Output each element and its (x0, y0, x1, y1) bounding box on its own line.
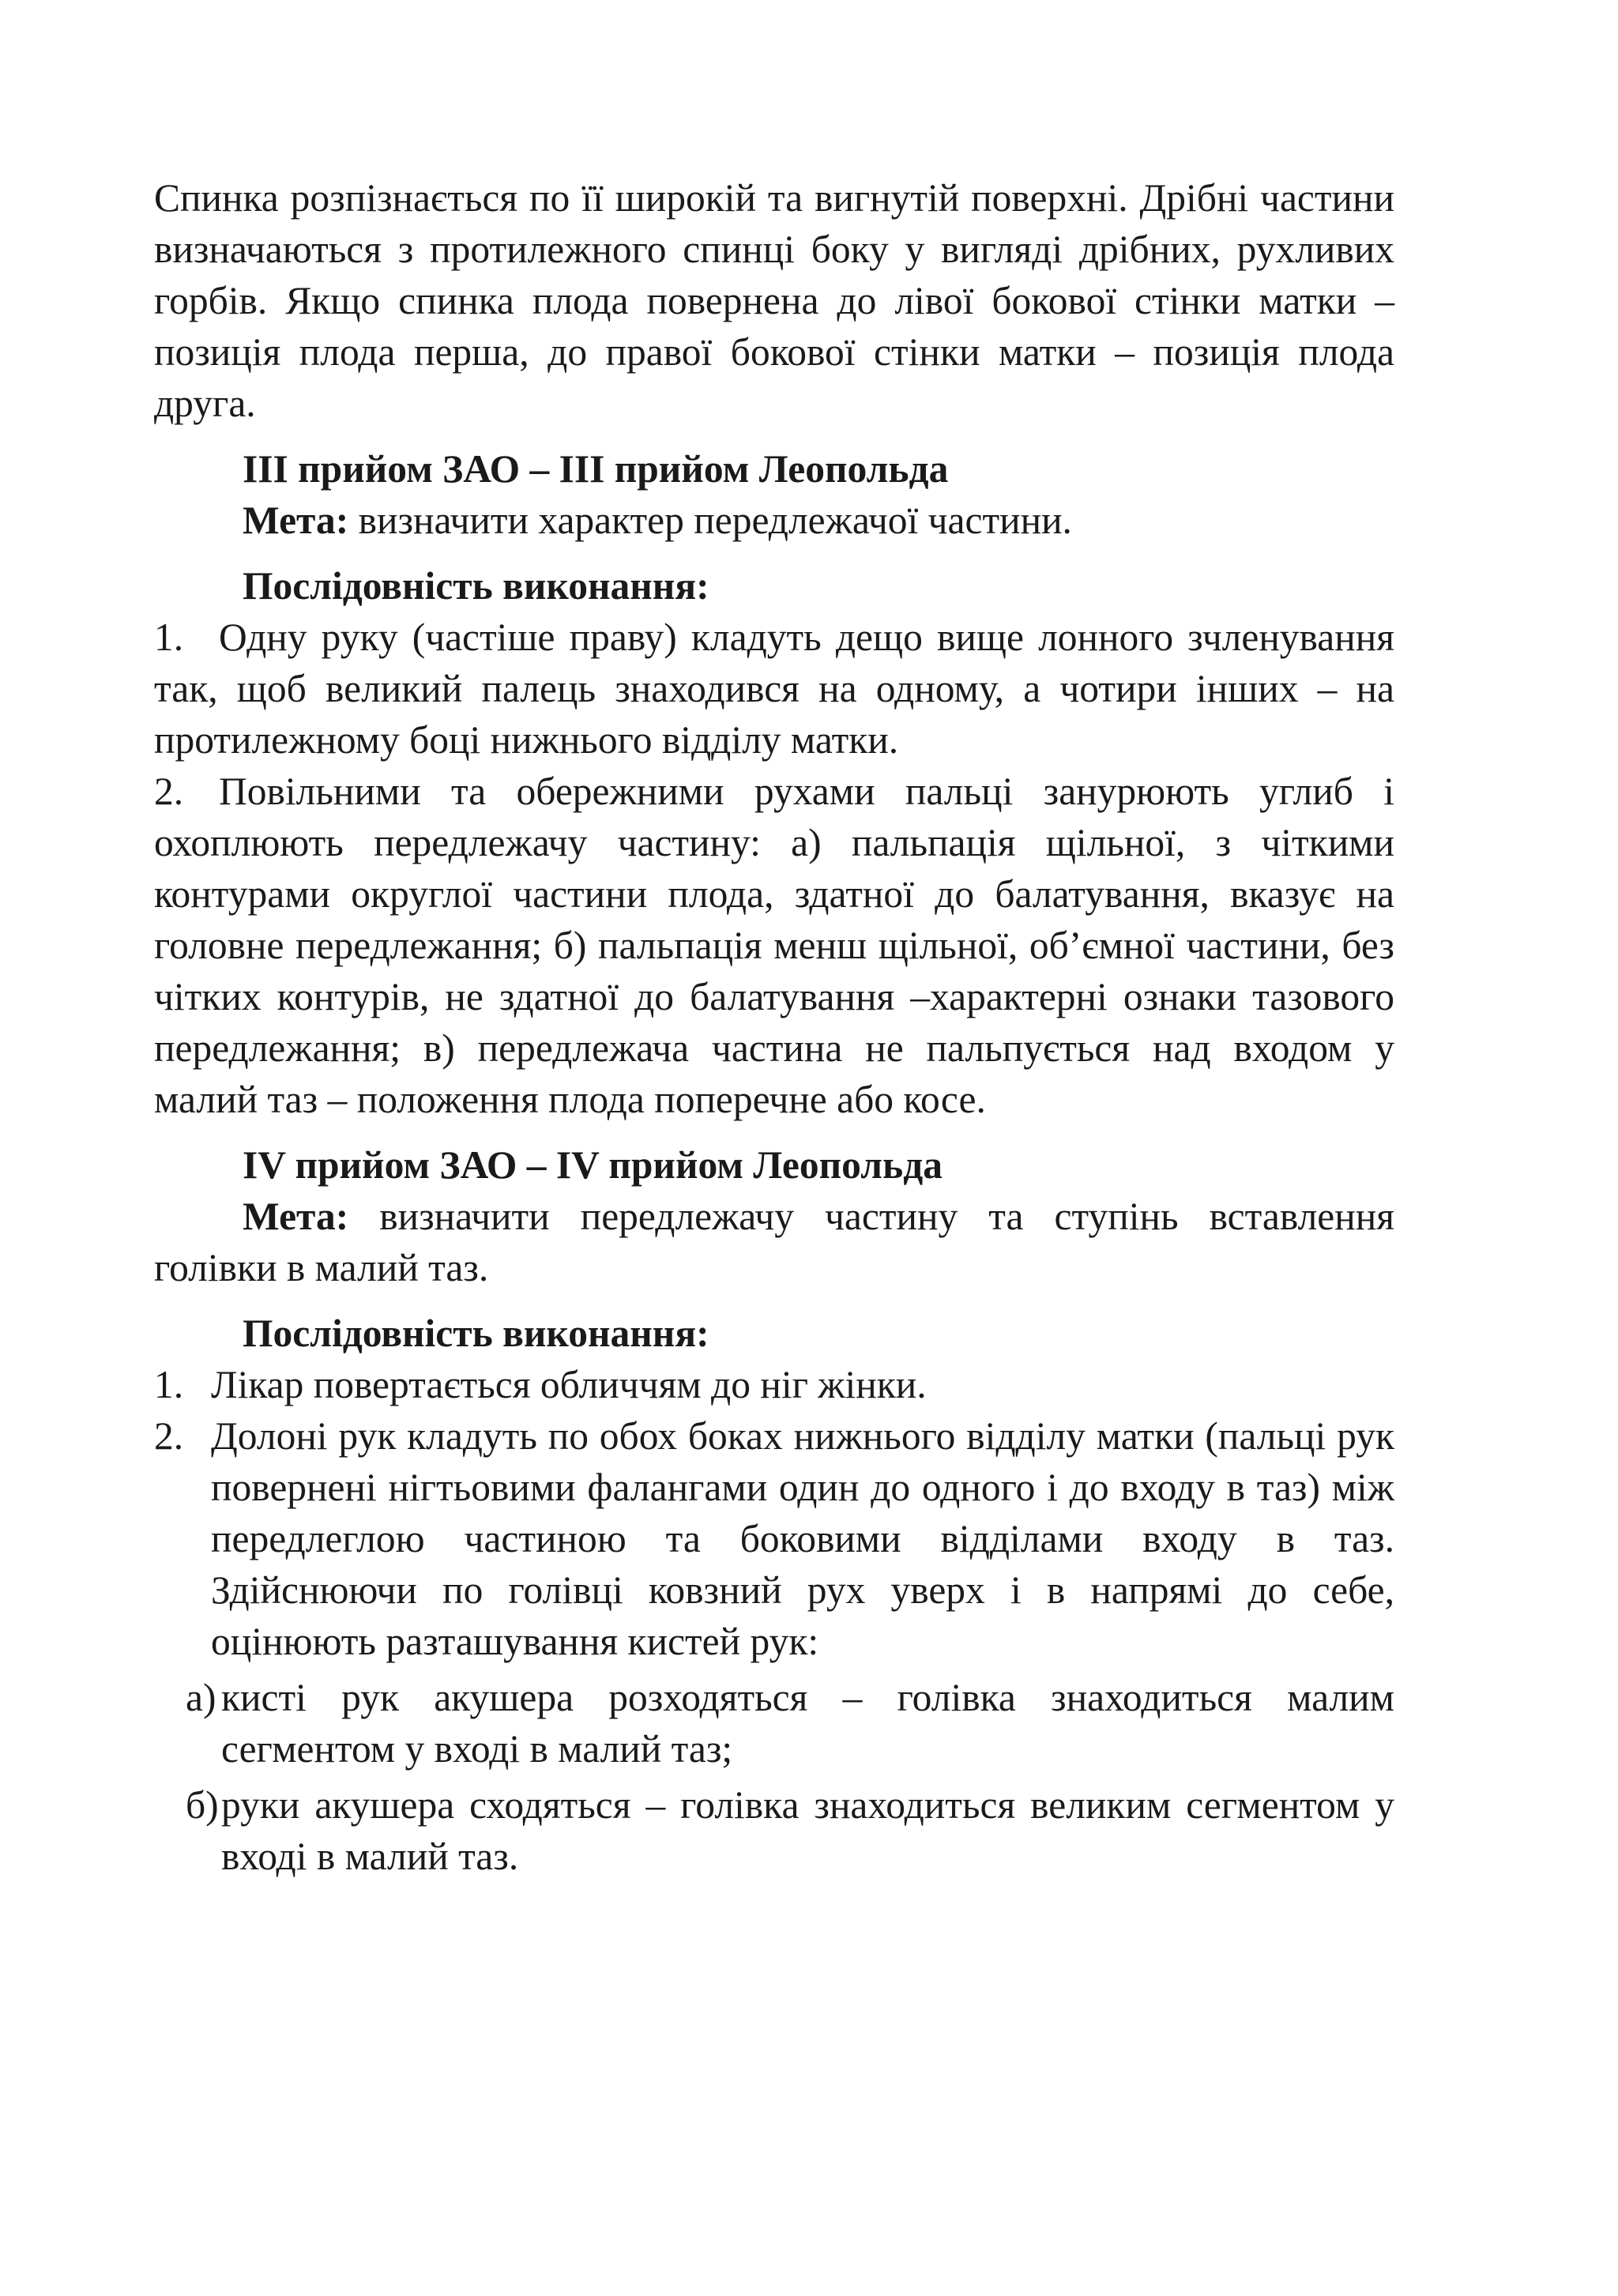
section-4-goal-text: визначити передлежачу частину та ступінь вставлення голівки в малий таз. (154, 1195, 1394, 1289)
list-item-text: кисті рук акушера розходяться – голівка знаходиться малим сегментом у вході в малий таз; (221, 1676, 1394, 1771)
list-item (154, 766, 1394, 1125)
section-4-substeps (154, 1672, 1394, 1882)
section-3-steps (154, 612, 1394, 1125)
section-3-heading: III прийом ЗАО – III прийом Леопольда (243, 447, 949, 491)
section-4-sequence-heading: Послідовність виконання: (243, 1312, 709, 1355)
section-4-goal (154, 1191, 1394, 1293)
intro-paragraph: Спинка розпізнається по її широкій та вигнутій поверхні. Дрібні частини визначаються з протилежного спинці боку у вигляді дрібних, рухливих горбів. Якщо спинка плода повернена до лівої бокової стінки матки – позиція плода перша, до правої бокової стінки матки – позиція плода друга. (154, 176, 1394, 425)
list-item-text: Одну руку (частіше праву) кладуть дещо вище лонного зчленування так, щоб великий палець знаходився на одному, а чотири інших – на протилежному боці нижнього відділу матки. (154, 615, 1394, 762)
section-3-goal (154, 495, 1394, 546)
list-item (154, 1779, 1394, 1882)
section-3-sequence-heading: Послідовність виконання: (243, 564, 709, 608)
list-item-number: 1. (154, 615, 184, 659)
list-item-text: Повільними та обережними рухами пальці занурюють углиб і охоплюють передлежачу частину: а) пальпація щільної, з чіткими контурами округлої частини плода, здатної до балатування, вказує на головне передлежання; б) пальпація менш щільної, об’ємної частини, без чітких контурів, не здатної до балатування –характерні ознаки тазового передлежання; в) передлежача частина не пальпується над входом у малий таз – положення плода поперечне або косе. (154, 770, 1394, 1121)
list-item (154, 1410, 1394, 1667)
section-4-heading: IV прийом ЗАО – IV прийом Леопольда (243, 1143, 943, 1187)
list-item-text: Лікар повертається обличчям до ніг жінки. (211, 1363, 927, 1406)
list-item-number: 2. (154, 770, 184, 813)
section-4-goal-label: Мета: (243, 1195, 349, 1238)
list-item (154, 1359, 1394, 1410)
section-4-steps (154, 1359, 1394, 1667)
list-item-number: 2. (154, 1414, 184, 1458)
list-item-letter: а) (186, 1676, 216, 1719)
document-page (154, 172, 1394, 1887)
list-item (154, 1672, 1394, 1775)
list-item (154, 612, 1394, 766)
list-item-number: 1. (154, 1363, 184, 1406)
list-item-text: Долоні рук кладуть по обох боках нижнього відділу матки (пальці рук повернені нігтьовими фалангами один до одного і до входу в таз) між передлеглою частиною та боковими відділами входу в таз. Здійснюючи по голівці ковзний рух уверх і в напрямі до себе, оцінюють разташування кистей рук: (211, 1414, 1394, 1663)
list-item-letter: б) (186, 1783, 219, 1827)
section-3-goal-text: визначити характер передлежачої частини. (348, 499, 1072, 542)
list-item-text: руки акушера сходяться – голівка знаходиться великим сегментом у вході в малий таз. (221, 1783, 1394, 1878)
section-3-goal-label: Мета: (243, 499, 349, 542)
